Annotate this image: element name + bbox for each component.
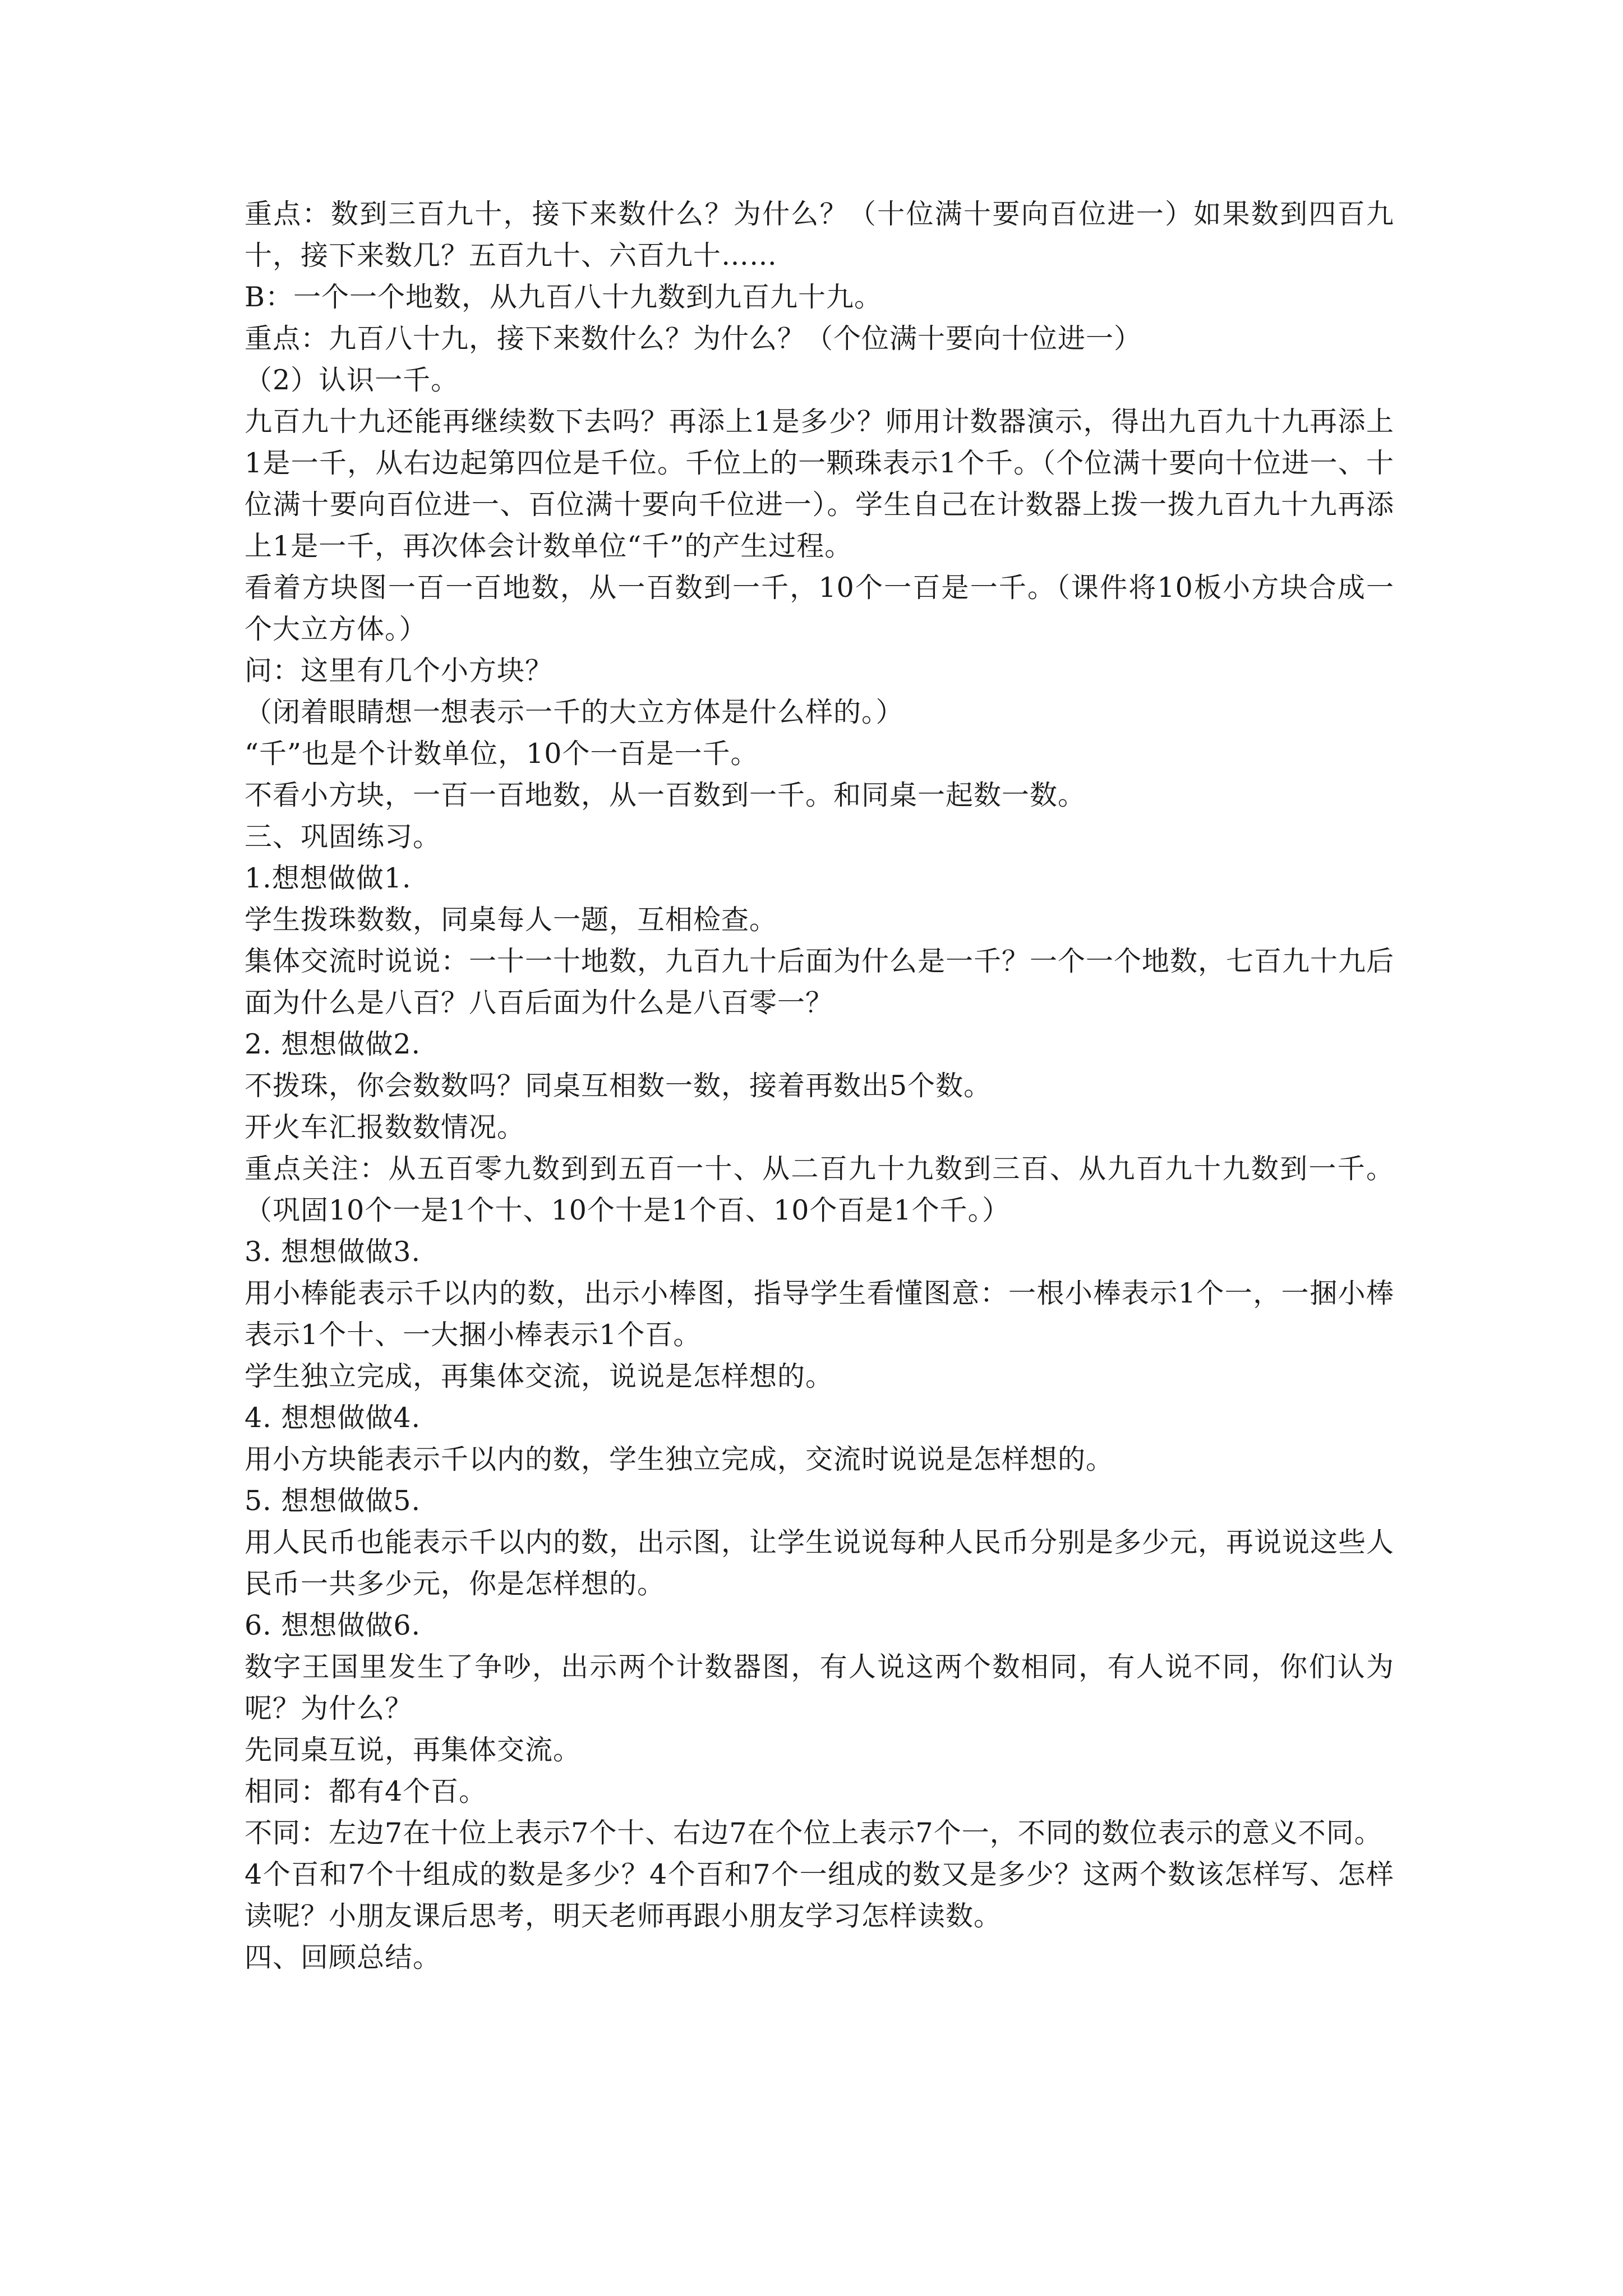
section-heading-summary: 四、回顾总结。 [245,1941,441,1973]
paragraph-block-counting: 看着方块图一百一百地数，从一百数到一千，10个一百是一千。（课件将10板小方块合成一个大立方体。） [245,572,1394,645]
paragraph-number-kingdom: 数字王国里发生了争吵，出示两个计数器图，有人说这两个数相同，有人说不同，你们认为呢？为什么？ [245,1651,1394,1724]
exercise-heading-1: 1.想想做做1. [245,862,412,894]
paragraph-key-point-390: 重点：数到三百九十，接下来数什么？为什么？（十位满十要向百位进一）如果数到四百九十，接下来数几？五百九十、六百九十…… [245,198,1394,272]
paragraph-count-without-beads: 不拨珠，你会数数吗？同桌互相数一数，接着再数出5个数。 [245,1070,992,1102]
paragraph-key-focus: 重点关注：从五百零九数到到五百一十、从二百九十九数到三百、从九百九十九数到一千。（巩固10个一是1个十、10个十是1个百、10个百是1个千。） [245,1153,1394,1226]
paragraph-count-by-ones: B：一个一个地数，从九百八十九数到九百九十九。 [245,281,883,313]
paragraph-count-without-blocks: 不看小方块，一百一百地数，从一百数到一千。和同桌一起数一数。 [245,779,1086,811]
exercise-heading-3: 3. 想想做做3. [245,1236,421,1268]
paragraph-independent-work-1: 学生独立完成，再集体交流，说说是怎样想的。 [245,1360,834,1392]
paragraph-999-plus-one: 九百九十九还能再继续数下去吗？再添上1是多少？师用计数器演示，得出九百九十九再添上1是一千，从右边起第四位是千位。千位上的一颗珠表示1个千。（个位满十要向十位进一、十位满十要向百位进一、百位满十要向千位进一）。学生自己在计数器上拨一拨九百九十九再添上1是一千，再次体会计数单位“千”的产生过程。 [245,406,1394,562]
paragraph-same: 相同：都有4个百。 [245,1775,487,1807]
document-body [245,194,1394,1978]
paragraph-question-blocks: 问：这里有几个小方块？ [245,655,554,687]
paragraph-key-point-989: 重点：九百八十九，接下来数什么？为什么？（个位满十要向十位进一） [245,323,1142,355]
paragraph-group-discussion: 集体交流时说说：一十一十地数，九百九十后面为什么是一千？一个一个地数，七百九十九后面为什么是八百？八百后面为什么是八百零一？ [245,945,1395,1019]
paragraph-train-report: 开火车汇报数数情况。 [245,1111,525,1143]
paragraph-small-blocks: 用小方块能表示千以内的数，学生独立完成，交流时说说是怎样想的。 [245,1443,1114,1475]
paragraph-peer-discussion: 先同桌互说，再集体交流。 [245,1734,582,1766]
exercise-heading-6: 6. 想想做做6. [245,1609,421,1641]
paragraph-bead-counting: 学生拨珠数数，同桌每人一题，互相检查。 [245,904,778,936]
paragraph-sticks: 用小棒能表示千以内的数，出示小棒图，指导学生看懂图意：一根小棒表示1个一，一捆小棒表示1个十、一大捆小棒表示1个百。 [245,1277,1394,1351]
paragraph-different: 不同：左边7在十位上表示7个十、右边7在个位上表示7个一，不同的数位表示的意义不同。 [245,1817,1382,1849]
exercise-heading-4: 4. 想想做做4. [245,1402,421,1434]
paragraph-imagine-cube: （闭着眼睛想一想表示一千的大立方体是什么样的。） [245,696,904,728]
paragraph-homework-question: 4个百和7个十组成的数是多少？4个百和7个一组成的数又是多少？这两个数该怎样写、怎样读呢？小朋友课后思考，明天老师再跟小朋友学习怎样读数。 [245,1858,1394,1932]
section-heading-practice: 三、巩固练习。 [245,821,441,853]
paragraph-heading-know-thousand: （2）认识一千。 [245,364,459,396]
paragraph-rmb: 用人民币也能表示千以内的数，出示图，让学生说说每种人民币分别是多少元，再说说这些人民币一共多少元，你是怎样想的。 [245,1526,1395,1600]
exercise-heading-2: 2. 想想做做2. [245,1028,421,1060]
paragraph-thousand-unit: “千”也是个计数单位，10个一百是一千。 [245,738,759,770]
exercise-heading-5: 5. 想想做做5. [245,1485,421,1517]
